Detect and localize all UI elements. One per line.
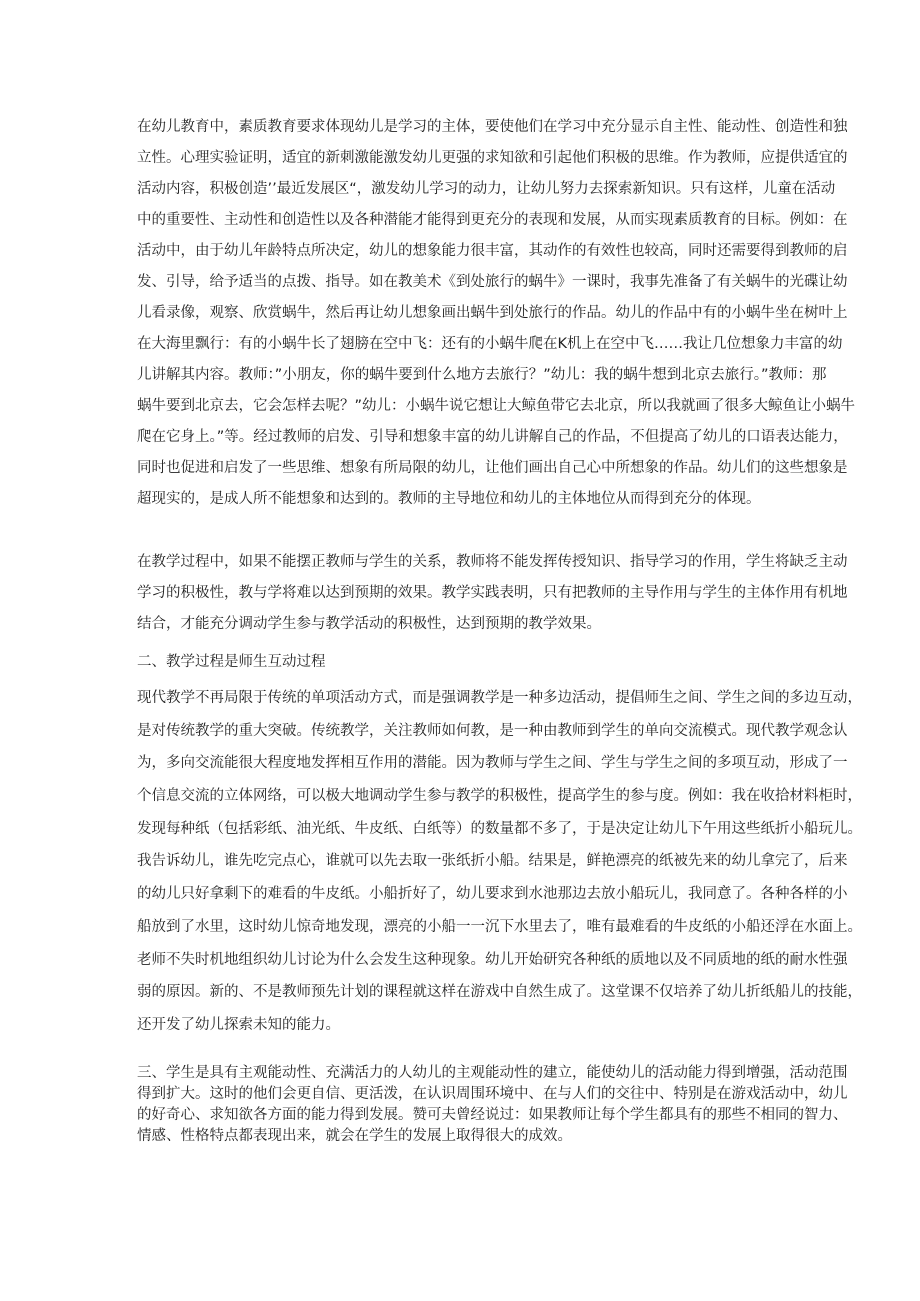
- text-line: 的幼儿只好拿剩下的难看的牛皮纸。小船折好了，幼儿要求到水池那边去放小船玩儿，我同意了。各种各样的小: [137, 886, 848, 903]
- text-line: 超现实的，是成人所不能想象和达到的。教师的主导地位和幼儿的主体地位从而得到充分的体现。: [137, 491, 761, 507]
- text-line: 个信息交流的立体网络，可以极大地调动学生参与教学的积极性，提高学生的参与度。例如：我在收拾材料柜时，: [137, 788, 862, 805]
- text-line: 爬在它身上。”等。经过教师的启发、引导和想象丰富的幼儿讲解自己的作品，不但提高了幼儿的口语表达能力，: [137, 429, 848, 445]
- text-line: 三、学生是具有主观能动性、充满活力的人幼儿的主观能动性的建立，能使幼儿的活动能力得到增强，活动范围: [137, 1065, 848, 1081]
- text-line: 发现每种纸（包括彩纸、油光纸、牛皮纸、白纸等）的数量都不多了，于是决定让幼儿下午用这些纸折小船玩儿。: [137, 820, 862, 837]
- text-line: 情感、性格特点都表现出来，就会在学生的发展上取得很大的成效。: [137, 1128, 572, 1144]
- text-line: 得到扩大。这时的他们会更自信、更活泼，在认识周围环境中、在与人们的交往中、特别是在游戏活动中，幼儿: [137, 1086, 848, 1102]
- text-line: 我告诉幼儿，谁先吃完点心，谁就可以先去取一张纸折小船。结果是，鲜艳漂亮的纸被先来的幼儿拿完了，后来: [137, 853, 848, 870]
- text-line: 结合，才能充分调动学生参与教学活动的积极性，达到预期的教学效果。: [137, 616, 601, 632]
- text-line: 活动内容，积极创造’’最近发展区“，激发幼儿学习的动力，让幼儿努力去探索新知识。只有这样，儿童在活动: [137, 181, 836, 197]
- text-line: 儿看录像，观察、欣赏蜗牛，然后再让幼儿想象画出蜗牛到处旅行的作品。幼儿的作品中有的小蜗牛坐在树叶上: [137, 305, 848, 321]
- text-line: 儿讲解其内容。教师：”小朋友，你的蜗牛要到什么地方去旅行？”幼儿：我的蜗牛想到北京去旅行。”教师：那: [137, 367, 827, 383]
- text-line: 是对传统教学的重大突破。传统教学，关注教师如何教，是一种由教师到学生的单向交流模式。现代教学观念认: [137, 722, 848, 739]
- text-line: 中的重要性、主动性和创造性以及各种潜能才能得到更充分的表现和发展，从而实现素质教育的目标。例如：在: [137, 212, 848, 228]
- text-line: 还开发了幼儿探索未知的能力。: [137, 1016, 340, 1033]
- text-line: 蜗牛要到北京去，它会怎样去呢？”幼儿：小蜗牛说它想让大鲸鱼带它去北京，所以我就画了很多大鲸鱼让小蜗牛: [137, 398, 856, 414]
- text-line: 立性。心理实验证明，适宜的新刺激能激发幼儿更强的求知欲和引起他们积极的思维。作为教师，应提供适宜的: [137, 150, 848, 166]
- text-line: 在大海里飘行：有的小蜗牛长了翅膀在空中飞：还有的小蜗牛爬在K机上在空中飞……我让几位想象力丰富的幼: [137, 336, 843, 352]
- paragraph: [137, 682, 862, 1042]
- text-line: 在幼儿教育中，素质教育要求体现幼儿是学习的主体，要使他们在学习中充分显示自主性、能动性、创造性和独: [137, 119, 848, 135]
- text-line: 学习的积极性，教与学将难以达到预期的效果。教学实践表明，只有把教师的主导作用与学生的主体作用有机地: [137, 585, 848, 601]
- text-line: 发、引导，给予适当的点拨、指导。如在教美术《到处旅行的蜗牛》一课时，我事先准备了有关蜗牛的光碟让幼: [137, 274, 848, 290]
- text-line: 同时也促进和启发了一些思维、想象有所局限的幼儿，让他们画出自己心中所想象的作品。幼儿们的这些想象是: [137, 460, 848, 476]
- paragraph: [137, 112, 856, 515]
- paragraph: [137, 547, 848, 640]
- text-line: 船放到了水里，这时幼儿惊奇地发现，漂亮的小船一一沉下水里去了，唯有最难看的牛皮纸的小船还浮在水面上。: [137, 918, 862, 935]
- text-line: 的好奇心、求知欲各方面的能力得到发展。赞可夫曾经说过：如果教师让每个学生都具有的那些不相同的智力、: [137, 1107, 848, 1123]
- text-line: 活动中，由于幼儿年龄特点所决定，幼儿的想象能力很丰富，其动作的有效性也较高，同时还需要得到教师的启: [137, 243, 848, 259]
- text-line: 现代教学不再局限于传统的单项活动方式，而是强调教学是一种多边活动，提倡师生之间、学生之间的多边互动，: [137, 690, 862, 706]
- text-line: 二、教学过程是师生互动过程: [137, 654, 326, 670]
- text-line: 老师不失时机地组织幼儿讨论为什么会发生这种现象。幼儿开始研究各种纸的质地以及不同质地的纸的耐水性强: [137, 951, 848, 968]
- paragraph: [137, 1063, 848, 1147]
- text-line: 为，多向交流能很大程度地发挥相互作用的潜能。因为教师与学生之间、学生与学生之间的多项互动，形成了一: [137, 755, 848, 772]
- section-heading: [137, 647, 784, 678]
- text-line: 弱的原因。新的、不是教师预先计划的课程就这样在游戏中自然生成了。这堂课不仅培养了幼儿折纸船儿的技能，: [137, 984, 862, 1001]
- text-line: 在教学过程中，如果不能摆正教师与学生的关系，教师将不能发挥传授知识、指导学习的作用，学生将缺乏主动: [137, 554, 848, 570]
